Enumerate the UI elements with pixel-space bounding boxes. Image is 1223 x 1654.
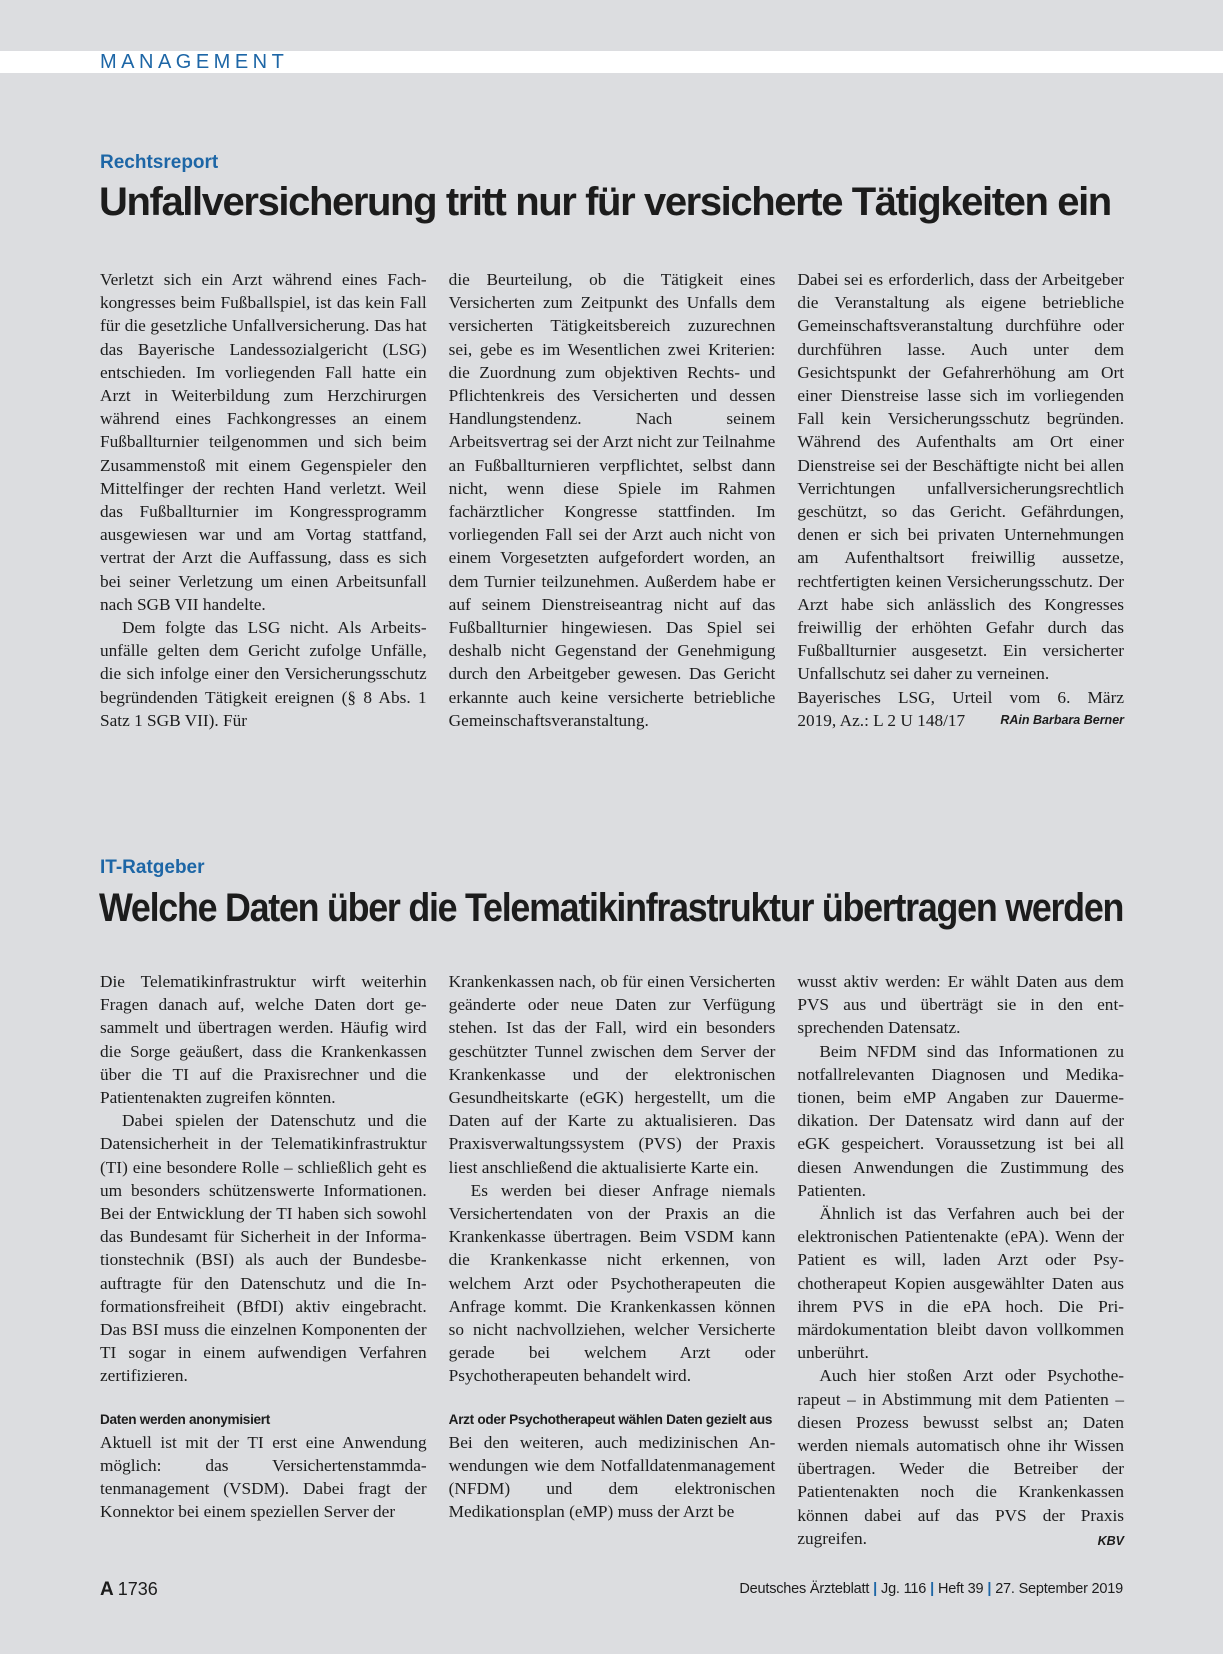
- paragraph: Bei den weiteren, auch medizinischen Anwendungen wie dem Notfalldatenmanagement (NFDM) und dem elektronischen Medikationsplan (eMP) muss der Arzt be: [448, 1432, 776, 1522]
- article2-kicker: IT-Ratgeber: [100, 857, 205, 878]
- article2-author: KBV: [1097, 1533, 1125, 1548]
- paragraph: Die Telematikinfrastruktur wirft weiterhin Fragen danach auf, welche Daten dort gesammelt und übertragen werden. Häufig wird die Sorge geäußert, dass die Krankenkassen über die TI auf die Praxisrechner und die Patientenakten zugreifen könnten.: [100, 972, 427, 1108]
- page-number: [100, 1579, 158, 1601]
- paragraph: Dabei spielen der Datenschutz und die Datensicherheit in der Telematikinfrastruktur (TI) eine besondere Rolle – schließlich geht es um besonders schützenswerte Informationen. Bei der Entwicklung der TI haben sich sowohl das Bundesamt für Sicherheit in der Informationstechnik (BSI) als auch der Bundesbeauftragte für den Datenschutz und die Informationsfreiheit (BfDI) aktiv eingebracht. Das BSI muss die einzelnen Komponenten der TI sogar in einem aufwendigen Verfahren zertifizieren.: [100, 1111, 427, 1386]
- journal-name: Deutsches Ärzteblatt: [739, 1581, 870, 1597]
- paragraph: Beim NFDM sind das Informationen zu notfallrelevanten Diagnosen und Medikationen, beim eMP Angaben zur Dauermedikation. Der Datensatz wird dann auf der eGK gespeichert. Voraussetzung ist bei all diesen Anwendungen die Zustimmung des Patienten.: [797, 1041, 1125, 1200]
- section-label: MANAGEMENT: [100, 51, 289, 73]
- article1-kicker: Rechtsreport: [100, 152, 219, 173]
- paragraph: [797, 1364, 1124, 1550]
- citation-line: Bayerisches LSG, Urteil vom 6. März: [797, 687, 1125, 707]
- subheading: Daten werden anonymisiert: [100, 1411, 271, 1427]
- paragraph: Ähnlich ist das Verfahren auch bei der elektronischen Patientenakte (ePA). Wenn der Patient es will, laden Arzt oder Psychotherapeut Kopien ausgewählter Daten aus ihrem PVS in die ePA hoch. Die Primärdokumentation bleibt davon vollkommen unberührt.: [797, 1204, 1125, 1363]
- paragraph: Dabei sei es erforderlich, dass der Arbeitgeber die Veranstaltung als eigene betriebliche Gemeinschaftsveranstaltung durchführe oder durchführen lasse. Auch unter dem Gesichtspunkt der Gefahrerhöhung am Ort einer Dienstreise lasse sich im vorliegenden Fall kein Versicherungsschutz begründen. Während des Aufenthalts am Ort einer Dienstreise sei der Beschäftigte nicht bei allen Verrichtungen unfallversicherungsrechtlich geschützt, so das Gericht. Gefährdungen, denen er sich bei privaten Unternehmungen am Aufenthaltsort freiwillig aussetze, rechtfertigten keinen Versicherungsschutz. Der Arzt habe sich anlässlich des Kongresses freiwillig der erhöhten Gefahr durch das Fußballturnier ausgesetzt. Ein versicherter Unfallschutz sei daher zu verneinen.: [797, 270, 1125, 684]
- article2-column-3: [797, 970, 1124, 1553]
- paragraph: die Beurteilung, ob die Tätigkeit eines Versicherten zum Zeitpunkt des Unfalls dem versicherten Tätigkeitsbereich zuzurechnen sei, gebe es im Wesentlichen zwei Kriterien: die Zuordnung zum objektiven Rechts- und Pflichtenkreis des Versicherten und dessen Handlungstendenz. Nach seinem Arbeitsvertrag sei der Arzt nicht zur Teilnahme an Fußballturnieren verpflichtet, selbst dann nicht, wenn diese Spiele im Rahmen fachärztlicher Kongresse stattfinden. Im vorliegenden Fall sei der Arzt auch nicht von einem Vorgesetzten aufgefordert worden, an dem Turnier teilzunehmen. Außerdem habe er auf seinem Dienstreiseantrag nicht auf das Fußballturnier hingewiesen. Das Spiel sei deshalb nicht Gegenstand der Genehmigung durch den Arbeitgeber gewesen. Das Gericht erkannte auch keine versicherte betriebliche Gemeinschaftsveranstaltung.: [448, 270, 776, 730]
- journal-info: [739, 1581, 1123, 1597]
- article1-title: Unfallversicherung tritt nur für versicherte Tätigkeiten ein: [99, 180, 1111, 224]
- separator: |: [987, 1581, 992, 1597]
- citation-reference: 2019, Az.: L 2 U 148/17: [797, 710, 966, 730]
- article2-title: Welche Daten über die Telematikinfrastruktur übertragen werden: [99, 886, 1124, 930]
- paragraph: Aktuell ist mit der TI erst eine Anwendung möglich: das Versichertenstammdatenmanagement (VSDM). Dabei fragt der Konnektor bei einem speziellen Server der: [100, 1432, 427, 1522]
- journal-volume: Jg. 116: [881, 1581, 927, 1597]
- separator: |: [930, 1581, 934, 1597]
- article1-author: RAin Barbara Berner: [1000, 712, 1125, 727]
- paragraph: Es werden bei dieser Anfrage niemals Versichertendaten von der Praxis an die Krankenkasse übertragen. Beim VSDM kann die Krankenkasse nicht erkennen, von welchem Arzt oder Psychotherapeuten die Anfrage kommt. Die Krankenkassen können so nicht nachvollziehen, welcher Versicherte gerade bei welchem Arzt oder Psychotherapeuten behandelt wird.: [448, 1180, 776, 1386]
- separator: |: [873, 1581, 878, 1597]
- article1-column-2: [449, 268, 776, 732]
- paragraph: wusst aktiv werden: Er wählt Daten aus dem PVS aus und überträgt sie in den entsprechenden Datensatz.: [797, 972, 1125, 1038]
- journal-issue: Heft 39: [937, 1581, 984, 1597]
- page-number-value: 1736: [117, 1579, 158, 1599]
- citation-author-line: [797, 709, 1124, 732]
- article1-column-3: [797, 268, 1124, 732]
- paragraph: Verletzt sich ein Arzt während eines Fachkongresses beim Fußballspiel, ist das kein Fall für die gesetzliche Unfallversicherung. Das hat das Bayerische Landessozialgericht (LSG) entschieden. Im vorliegenden Fall hatte ein Arzt in Weiterbildung zum Herzchirurgen während eines Fachkongresses an einem Fußballturnier teilgenommen und sich beim Zusammenstoß mit einem Gegenspieler den Mittelfinger der rechten Hand verletzt. Weil das Fußballturnier im Kongressprogramm ausgewiesen war und am Vortag stattfand, vertrat der Arzt die Auffassung, dass es sich bei seiner Verletzung um einen Arbeitsunfall nach SGB VII handelte.: [100, 270, 427, 614]
- article2-body: [100, 970, 1124, 1553]
- page-prefix: A: [100, 1579, 114, 1600]
- article2-column-2: [449, 970, 776, 1553]
- paragraph: Dem folgte das LSG nicht. Als Arbeitsunfälle gelten dem Gericht zufolge Unfälle, die sich infolge einer den Versicherungsschutz begründenden Tätigkeit ereignen (§ 8 Abs. 1 Satz 1 SGB VII). Für: [100, 618, 427, 730]
- article1-column-1: [100, 268, 427, 732]
- article2-column-1: [100, 970, 427, 1553]
- paragraph: Krankenkassen nach, ob für einen Versicherten geänderte oder neue Daten zur Verfügung stehen. Ist das der Fall, wird ein besonders geschützter Tunnel zwischen dem Server der Krankenkasse und der elektronischen Gesundheitskarte (eGK) hergestellt, um die Daten auf der Karte zu aktualisieren. Das Praxisverwaltungssystem (PVS) der Praxis liest anschließend die aktualisierte Karte ein.: [448, 972, 776, 1177]
- journal-date: 27. September 2019: [995, 1581, 1123, 1597]
- paragraph-text: Auch hier stoßen Arzt oder Psychotherapeut – in Abstimmung mit dem Patienten – diesen Prozess bewusst selbst an; Daten werden niemals automatisch ohne ihr Wissen übertragen. Weder die Betreiber der Patientenakten noch die Krankenkassen können dabei auf das PVS der Praxis zugreifen.: [797, 1366, 1125, 1548]
- article1-body: [100, 268, 1124, 732]
- subheading: Arzt oder Psychotherapeut wählen Daten gezielt aus: [448, 1411, 773, 1427]
